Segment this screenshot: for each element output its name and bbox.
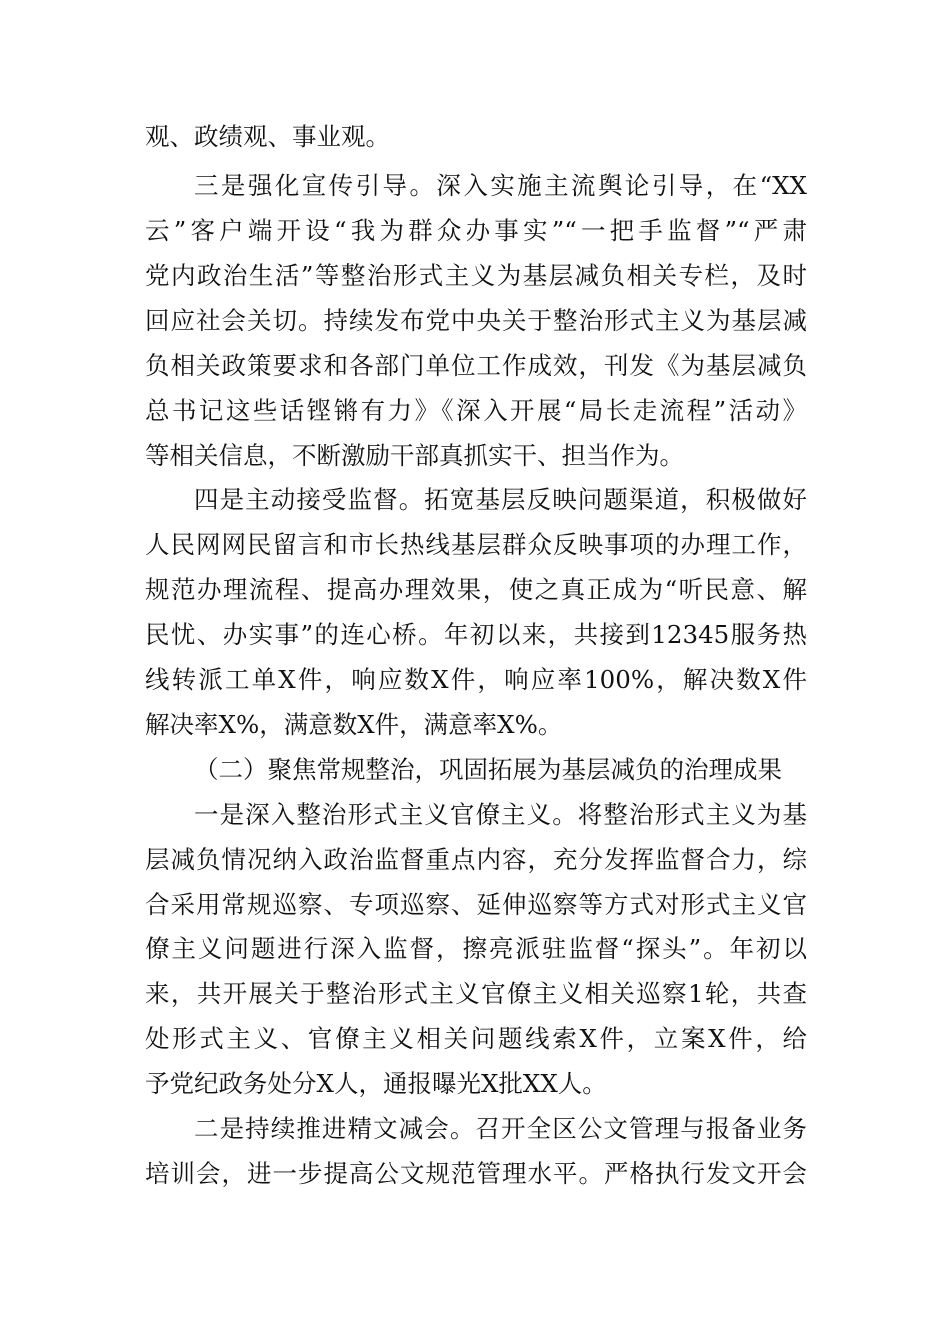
text-line-20: 来，共开展关于整治形式主义官僚主义相关巡察1轮，共查: [145, 979, 807, 1008]
text-line-1: 观、政绩观、事业观。: [145, 122, 390, 151]
text-line-9: 四是主动接受监督。拓宽基层反映问题渠道，积极做好: [194, 485, 807, 514]
text-line-10: 人民网网民留言和市长热线基层群众反映事项的办理工作，: [145, 530, 807, 559]
text-line-7: 总书记这些话铿锵有力》《深入开展“局长走流程”活动》: [145, 396, 807, 425]
text-line-19: 僚主义问题进行深入监督，擦亮派驻监督“探头”。年初以: [145, 934, 807, 963]
text-line-23: 二是持续推进精文减会。召开全区公文管理与报备业务: [194, 1114, 807, 1143]
text-line-3: 云”客户端开设“我为群众办事实”“一把手监督”“严肃: [145, 216, 807, 245]
text-line-12: 民忧、办实事”的连心桥。年初以来，共接到12345服务热: [145, 620, 807, 649]
text-line-13: 线转派工单X件，响应数X件，响应率100%，解决数X件: [145, 665, 807, 694]
text-line-14: 解决率X%，满意数X件，满意率X%。: [145, 710, 563, 739]
text-line-4: 党内政治生活”等整治形式主义为基层减负相关专栏，及时: [145, 261, 807, 290]
text-line-11: 规范办理流程、提高办理效果，使之真正成为“听民意、解: [145, 575, 807, 604]
text-line-2: 三是强化宣传引导。深入实施主流舆论引导，在“XX: [194, 171, 807, 200]
text-line-5: 回应社会关切。持续发布党中央关于整治形式主义为基层减: [145, 306, 807, 335]
text-line-24: 培训会，进一步提高公文规范管理水平。严格执行发文开会: [145, 1159, 807, 1188]
text-line-21: 处形式主义、官僚主义相关问题线索X件，立案X件，给: [145, 1024, 807, 1053]
text-line-22: 予党纪政务处分X人，通报曝光X批XX人。: [145, 1069, 607, 1098]
text-line-8: 等相关信息，不断激励干部真抓实干、担当作为。: [145, 441, 684, 470]
section-heading: （二）聚焦常规整治，巩固拓展为基层减负的治理成果: [194, 755, 782, 784]
text-line-16: 一是深入整治形式主义官僚主义。将整治形式主义为基: [194, 800, 807, 829]
text-line-18: 合采用常规巡察、专项巡察、延伸巡察等方式对形式主义官: [145, 890, 807, 919]
text-line-6: 负相关政策要求和各部门单位工作成效，刊发《为基层减负: [145, 351, 807, 380]
text-line-17: 层减负情况纳入政治监督重点内容，充分发挥监督合力，综: [145, 845, 807, 874]
